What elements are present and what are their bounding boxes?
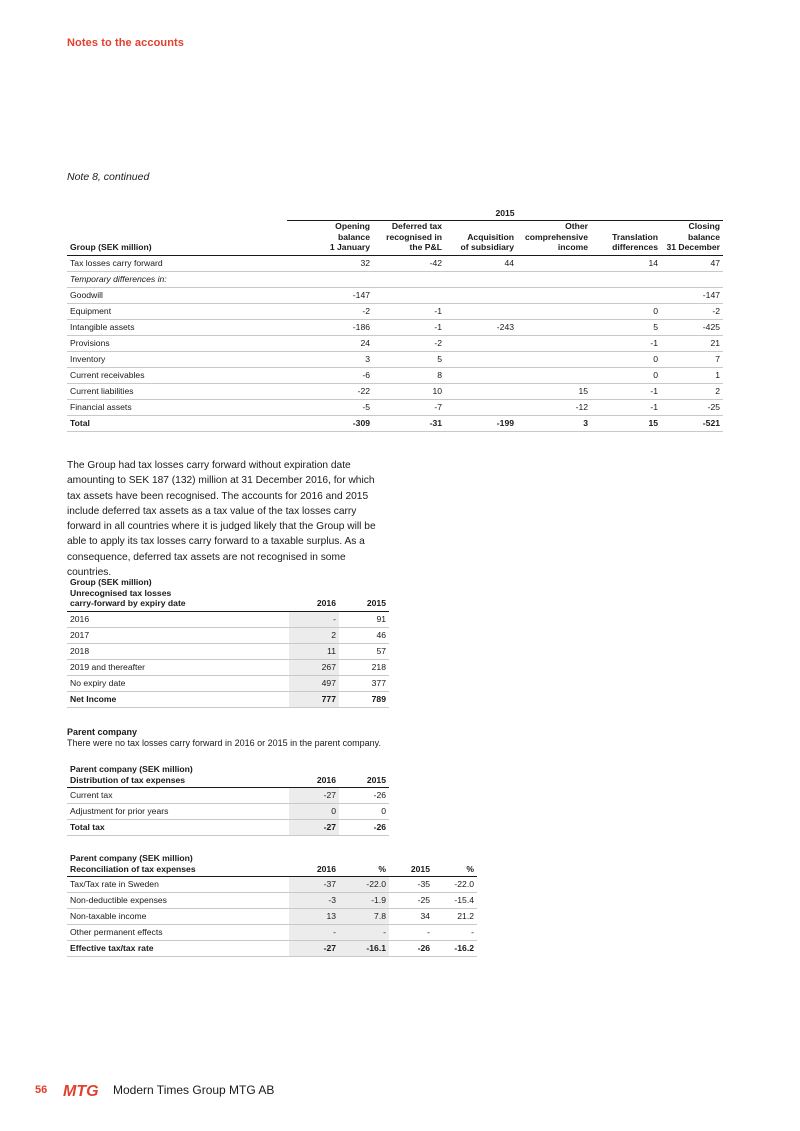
table-row: 2018 11 57: [67, 643, 389, 659]
table-row: Intangible assets -186 -1 -243 5 -425: [67, 319, 723, 335]
table-row: Financial assets -5 -7 -12 -1 -25: [67, 399, 723, 415]
tax-losses-paragraph: The Group had tax losses carry forward without expiration date amounting to SEK 187 (132) million at 31 December 2016, for which tax assets have been recognised. The accounts for 2016 and 2015 include deferred tax assets as a tax value of the tax losses carry forward in all countries where it is judged likely that the Group will be able to apply its tax losses carry forward to a taxable surplus. As a consequence, deferred tax assets are not recognised in some countries.: [67, 460, 376, 579]
table-title: Parent company (SEK million) Reconciliation of tax expenses: [67, 853, 289, 877]
col-acquisition: Acquisition of subsidiary: [445, 221, 517, 256]
col-group: Group (SEK million): [67, 221, 287, 256]
col-2016: 2016: [289, 577, 339, 611]
section-title: Notes to the accounts: [67, 37, 185, 49]
column-header-row: [67, 221, 723, 256]
table-row: Non-deductible expenses -3 -1.9 -25 -15.4: [67, 893, 477, 909]
table-row: Provisions 24 -2 -1 21: [67, 335, 723, 351]
table-row: Temporary differences in:: [67, 271, 723, 287]
column-header-row: [67, 764, 389, 788]
table-title: Group (SEK million) Unrecognised tax losses carry-forward by expiry date: [67, 577, 289, 611]
col-2016: 2016: [289, 764, 339, 788]
deferred-tax-table: [67, 205, 723, 432]
col-2015: 2015: [389, 853, 433, 877]
column-header-row: [67, 853, 477, 877]
tax-reconciliation-table: [67, 853, 477, 957]
table-row: 2016 - 91: [67, 611, 389, 627]
total-row: Total -309 -31 -199 3 15 -521: [67, 415, 723, 431]
col-2016-pct: %: [339, 853, 389, 877]
col-deferred: Deferred tax recognised in the P&L: [373, 221, 445, 256]
table-title: Parent company (SEK million) Distribution of tax expenses: [67, 764, 289, 788]
table-row: Current tax -27 -26: [67, 788, 389, 804]
page-footer: [35, 1080, 274, 1100]
col-2015: 2015: [339, 764, 389, 788]
unrecognised-losses-table: [67, 577, 389, 708]
table-row: Non-taxable income 13 7.8 34 21.2: [67, 909, 477, 925]
table-row: Equipment -2 -1 0 -2: [67, 303, 723, 319]
table-row: 2017 2 46: [67, 627, 389, 643]
page-number: 56: [35, 1084, 48, 1096]
column-header-row: [67, 577, 389, 611]
table-row: Goodwill -147 -147: [67, 287, 723, 303]
col-2015: 2015: [339, 577, 389, 611]
col-opening: Opening balance 1 January: [287, 221, 373, 256]
total-row: Total tax -27 -26: [67, 820, 389, 836]
parent-heading: Parent company: [67, 727, 138, 737]
year-header-row: [67, 205, 723, 221]
year-label: 2015: [287, 205, 723, 221]
table-row: 2019 and thereafter 267 218: [67, 659, 389, 675]
table-row: Adjustment for prior years 0 0: [67, 804, 389, 820]
parent-text: There were no tax losses carry forward in 2016 or 2015 in the parent company.: [67, 738, 381, 748]
parent-company-note: [67, 727, 387, 749]
col-2016: 2016: [289, 853, 339, 877]
col-2015-pct: %: [433, 853, 477, 877]
table-row: Current liabilities -22 10 15 -1 2: [67, 383, 723, 399]
tax-expenses-table: [67, 764, 389, 836]
col-oci: Other comprehensive income: [517, 221, 591, 256]
table-row: Current receivables -6 8 0 1: [67, 367, 723, 383]
col-closing: Closing balance 31 December: [661, 221, 723, 256]
col-translation: Translation differences: [591, 221, 661, 256]
note-heading: Note 8, continued: [67, 171, 150, 183]
svg-text:MTG: MTG: [63, 1083, 99, 1099]
table-row: No expiry date 497 377: [67, 675, 389, 691]
table-row: Other permanent effects - - - -: [67, 925, 477, 941]
table-row: Inventory 3 5 0 7: [67, 351, 723, 367]
total-row: Net Income 777 789: [67, 691, 389, 707]
total-row: Effective tax/tax rate -27 -16.1 -26 -16.2: [67, 941, 477, 957]
mtg-logo: [63, 1081, 103, 1099]
table-row: Tax losses carry forward 32 -42 44 14 47: [67, 255, 723, 271]
company-name: Modern Times Group MTG AB: [113, 1083, 275, 1097]
table-row: Tax/Tax rate in Sweden -37 -22.0 -35 -22.0: [67, 877, 477, 893]
